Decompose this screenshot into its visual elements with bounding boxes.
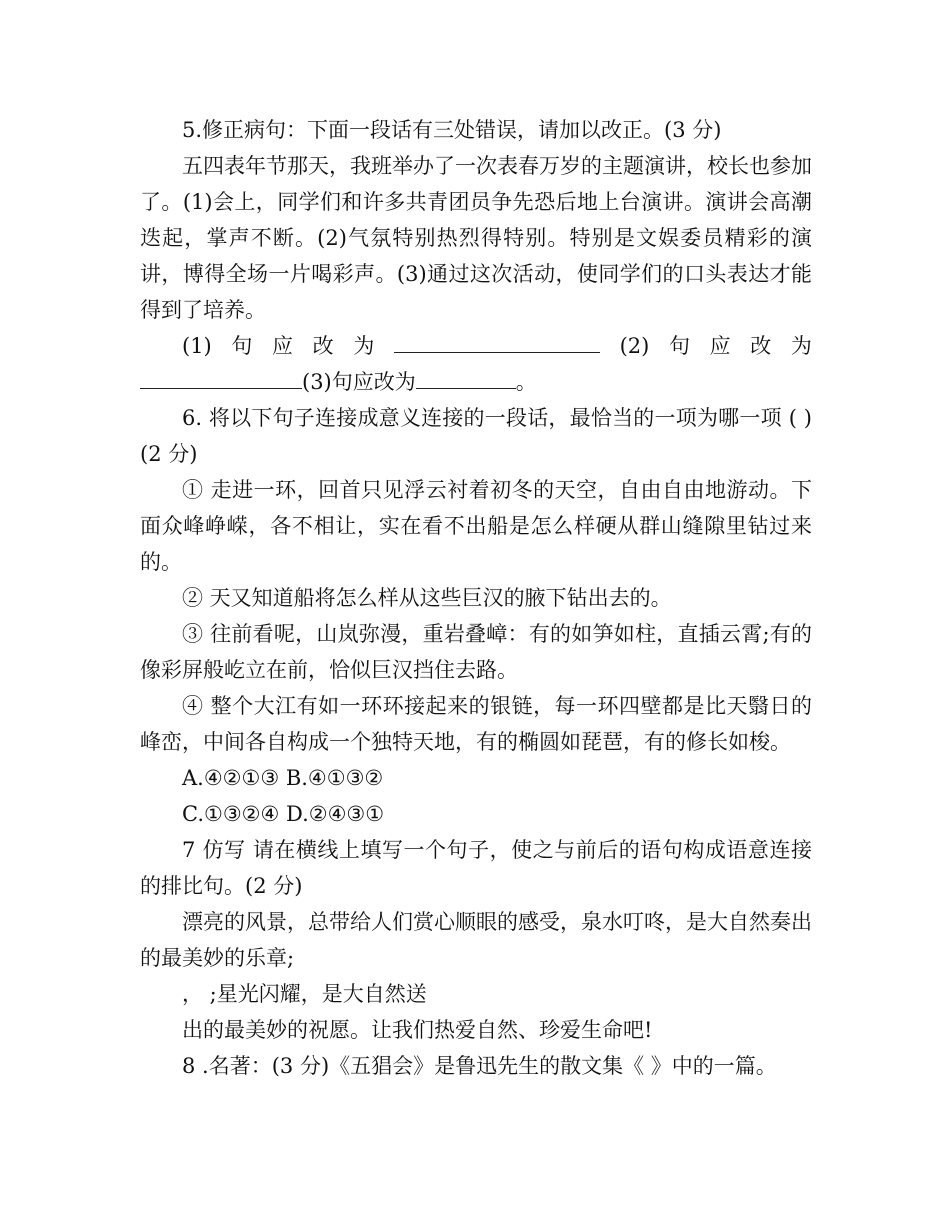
q5-answer1-char: 改: [312, 334, 334, 358]
q5-answer2-char: 改: [750, 334, 772, 358]
q6-sentence-4: ④ 整个大江有如一环环接起来的银链，每一环四壁都是比天翳日的峰峦，中间各自构成一个独特天地，有的椭圆如琵琶，有的修长如梭。: [140, 694, 812, 754]
q5-answer3-blank[interactable]: [416, 368, 516, 389]
q7-paragraph-3: 出的最美妙的祝愿。让我们热爱自然、珍爱生命吧!: [182, 1018, 653, 1042]
document-page: [140, 112, 812, 1084]
q5-answer1-blank[interactable]: [394, 332, 600, 353]
q8-title: 8 .名著：(3 分)《五猖会》是鲁迅先生的散文集《 》中的一篇。: [182, 1054, 777, 1078]
q5-answer1-char: 应: [272, 334, 294, 358]
q6-sentence-2: ② 天又知道船将怎么样从这些巨汉的腋下钻出去的。: [182, 586, 672, 610]
q5-answer-line-1: [140, 328, 812, 364]
q6-options-cd: C.①③②④ D.②④③①: [182, 802, 385, 826]
q5-answer1-char: 句: [231, 334, 253, 358]
q5-answer2-blank[interactable]: [140, 368, 302, 389]
q5-answer2-char: 句: [668, 334, 690, 358]
q5-answer1-char: 为: [353, 334, 375, 358]
q5-answer1-label: (1): [182, 334, 212, 358]
q6-sentence-3: ③ 往前看呢，山岚弥漫，重岩叠嶂：有的如笋如柱，直插云霄;有的像彩屏般屹立在前，恰似巨汉挡住去路。: [140, 622, 812, 682]
q7-paragraph-2: ， ;星光闪耀，是大自然送: [182, 982, 427, 1006]
q5-title: 5.修正病句：下面一段话有三处错误，请加以改正。(3 分): [182, 118, 722, 142]
q5-answer3-label: (3)句应改为: [302, 370, 416, 394]
q5-body: 五四表年节那天，我班举办了一次表春万岁的主题演讲，校长也参加了。(1)会上，同学们和许多共青团员争先恐后地上台演讲。演讲会高潮迭起，掌声不断。(2)气氛特别热烈得特别。特别是文娱委员精彩的演讲，博得全场一片喝彩声。(3)通过这次活动，使同学们的口头表达才能得到了培养。: [140, 154, 812, 322]
q5-answer-line-2: [140, 364, 812, 400]
q7-title: 7 仿写 请在横线上填写一个句子，使之与前后的语句构成语意连接的排比句。(2 分): [140, 838, 812, 898]
q5-end-mark: 。: [515, 370, 537, 394]
q6-sentence-1: ① 走进一环，回首只见浮云衬着初冬的天空，自由自由地游动。下面众峰峥嵘，各不相让，实在看不出船是怎么样硬从群山缝隙里钻过来的。: [140, 478, 812, 574]
q6-options-ab: A.④②①③ B.④①③②: [182, 766, 384, 790]
q7-paragraph-1: 漂亮的风景，总带给人们赏心顺眼的感受，泉水叮咚，是大自然奏出的最美妙的乐章;: [140, 910, 812, 970]
q5-answer2-char: 为: [790, 334, 812, 358]
q6-title: 6. 将以下句子连接成意义连接的一段话，最恰当的一项为哪一项 ( )(2 分): [140, 406, 812, 466]
q5-answer2-char: 应: [709, 334, 731, 358]
q5-answer2-label: (2): [619, 334, 650, 358]
